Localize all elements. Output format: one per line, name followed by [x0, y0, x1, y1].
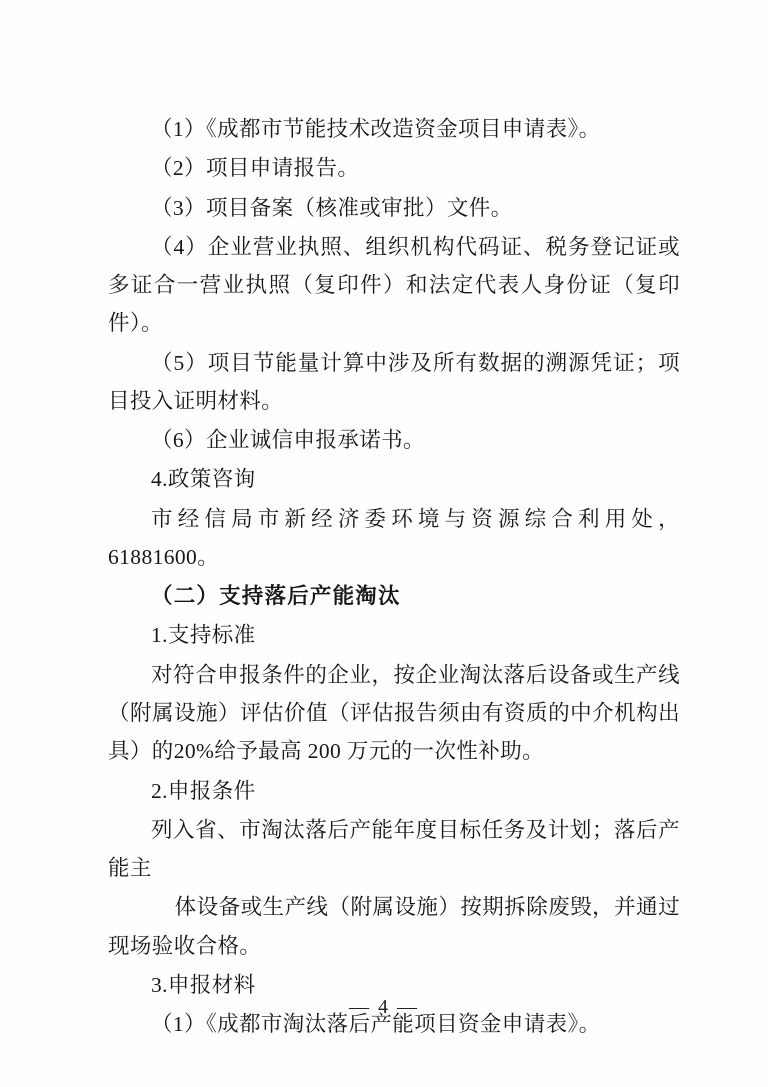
heading-policy-consultation: 4.政策咨询: [151, 467, 256, 492]
support-standard-body: 对符合申报条件的企业，按企业淘汰落后设备或生产线（附属设施）评估价值（评估报告须由有资质的中介机构出具）的20%给予最高 200 万元的一次性补助。: [108, 662, 680, 764]
policy-consultation-body: 市经信局市新经济委环境与资源综合利用处，61881600。: [108, 506, 680, 569]
paragraph-item-2: （2）项目申请报告。: [151, 156, 360, 181]
application-conditions-body-line-1: 列入省、市淘汰落后产能年度目标任务及计划；落后产能主: [108, 817, 680, 881]
paragraph-item-3: （3）项目备案（核准或审批）文件。: [151, 195, 513, 220]
heading-support-standard: 1.支持标准: [151, 623, 256, 648]
paragraph-item-6: （6）企业诚信申报承诺书。: [151, 428, 425, 453]
heading-application-materials: 3.申报材料: [151, 972, 256, 997]
page-number: — 4 —: [349, 996, 419, 1018]
heading-application-conditions: 2.申报条件: [151, 778, 256, 803]
application-conditions-body-line-2: 体设备或生产线（附属设施）按期拆除废毁，并通过现场验收合格。: [108, 895, 680, 958]
document-body: [108, 110, 680, 1043]
page-footer: [0, 996, 768, 1019]
paragraph-item-4: （4）企业营业执照、组织机构代码证、税务登记证或多证合一营业执照（复印件）和法定代表人身份证（复印件）。: [108, 234, 680, 336]
application-materials-item-1: （1）《成都市淘汰落后产能项目资金申请表》。: [151, 1012, 601, 1037]
paragraph-item-5: （5）项目节能量计算中涉及所有数据的溯源凭证；项目投入证明材料。: [108, 350, 680, 413]
paragraph-item-1: （1）《成都市节能技术改造资金项目申请表》。: [151, 117, 601, 141]
section-heading-support-obsolete-capacity: （二）支持落后产能淘汰: [151, 584, 401, 609]
